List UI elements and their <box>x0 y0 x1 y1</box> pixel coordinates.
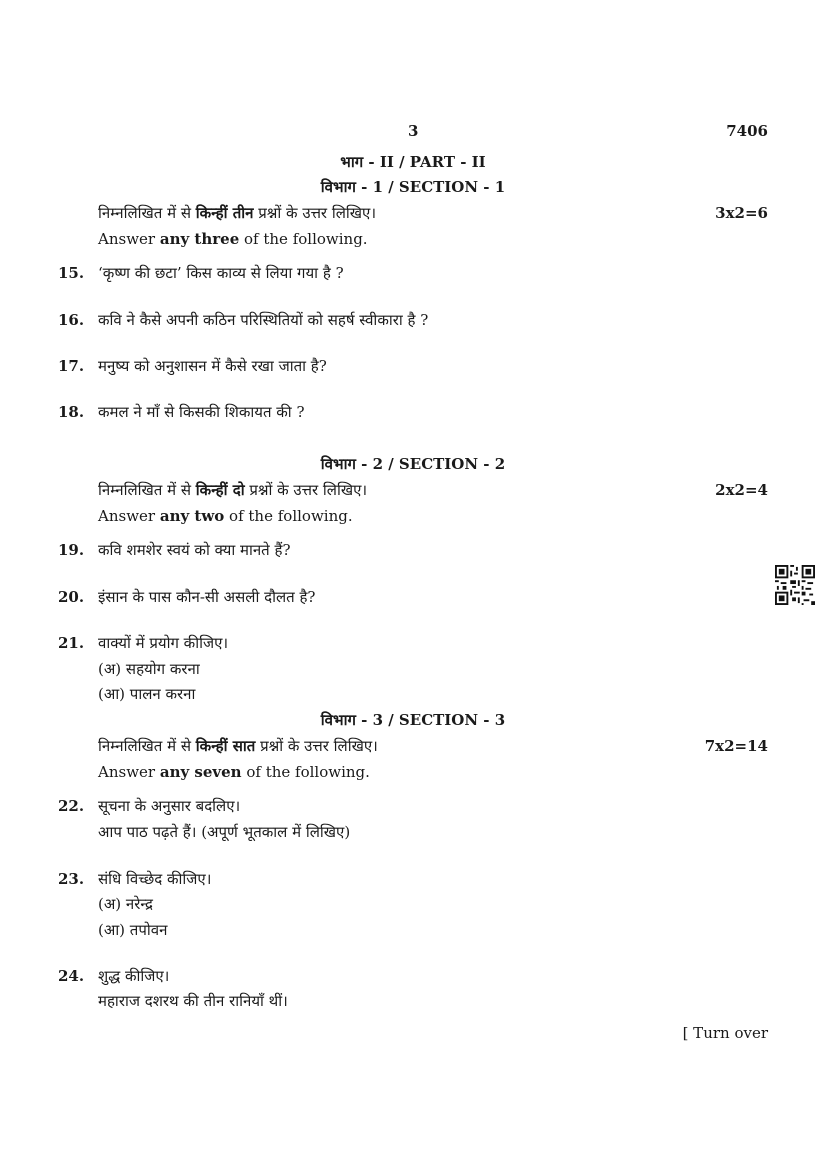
section-2-instruction-hindi: निम्नलिखित में से किन्हीं दो प्रश्नों के उत्तर लिखिए। <box>98 481 368 499</box>
question-18-text: कमल ने माँ से किसकी शिकायत की ? <box>98 403 305 421</box>
question-16-text: कवि ने कैसे अपनी कठिन परिस्थितियों को सहर्ष स्वीकारा है ? <box>98 311 429 329</box>
question-24-sentence: महाराज दशरथ की तीन रानियाँ थीं। <box>98 992 288 1010</box>
page-number: 3 <box>408 122 419 140</box>
question-17-text: मनुष्य को अनुशासन में कैसे रखा जाता है? <box>98 357 327 375</box>
section-1-instruction-english: Answer any three of the following. <box>98 230 368 248</box>
section-3-instruction-hindi: निम्नलिखित में से किन्हीं सात प्रश्नों के उत्तर लिखिए। <box>98 737 378 755</box>
section-3-instruction-english: Answer any seven of the following. <box>98 763 370 781</box>
section-1-marks: 3x2=6 <box>715 204 768 222</box>
question-24-text: शुद्ध कीजिए। <box>98 967 170 985</box>
question-18-number: 18. <box>58 403 85 421</box>
section-1-title: विभाग - 1 / SECTION - 1 <box>320 178 506 196</box>
question-22-number: 22. <box>58 797 85 815</box>
section-3-marks: 7x2=14 <box>704 737 768 755</box>
question-23-option-a: (अ) नरेन्द्र <box>98 895 153 913</box>
section-2-title: विभाग - 2 / SECTION - 2 <box>320 455 506 473</box>
section-1-instruction-hindi: निम्नलिखित में से किन्हीं तीन प्रश्नों के उत्तर लिखिए। <box>98 204 377 222</box>
question-17-number: 17. <box>58 357 85 375</box>
paper-code: 7406 <box>726 122 768 140</box>
question-20-text: इंसान के पास कौन-सी असली दौलत है? <box>98 588 316 606</box>
turn-over-note: [ Turn over <box>682 1024 768 1042</box>
question-21-option-a: (अ) सहयोग करना <box>98 660 200 678</box>
question-22-text: सूचना के अनुसार बदलिए। <box>98 797 241 815</box>
question-19-text: कवि शमशेर स्वयं को क्या मानते हैं? <box>98 541 291 559</box>
question-19-number: 19. <box>58 541 85 559</box>
question-15-text: ‘कृष्ण की छटा’ किस काव्य से लिया गया है ? <box>98 264 344 282</box>
section-3-title: विभाग - 3 / SECTION - 3 <box>320 711 506 729</box>
question-23-text: संधि विच्छेद कीजिए। <box>98 870 212 888</box>
question-15-number: 15. <box>58 264 85 282</box>
part-title: भाग - II / PART - II <box>340 153 486 171</box>
question-20-number: 20. <box>58 588 85 606</box>
section-2-instruction-english: Answer any two of the following. <box>98 507 353 525</box>
question-23-number: 23. <box>58 870 85 888</box>
qr-code <box>775 565 815 605</box>
question-21-option-aa: (आ) पालन करना <box>98 685 196 703</box>
question-22-sentence: आप पाठ पढ़ते हैं। (अपूर्ण भूतकाल में लिखिए) <box>98 823 351 841</box>
question-21-text: वाक्यों में प्रयोग कीजिए। <box>98 634 229 652</box>
question-24-number: 24. <box>58 967 85 985</box>
section-2-marks: 2x2=4 <box>715 481 768 499</box>
question-16-number: 16. <box>58 311 85 329</box>
question-23-option-aa: (आ) तपोवन <box>98 921 168 939</box>
question-21-number: 21. <box>58 634 85 652</box>
